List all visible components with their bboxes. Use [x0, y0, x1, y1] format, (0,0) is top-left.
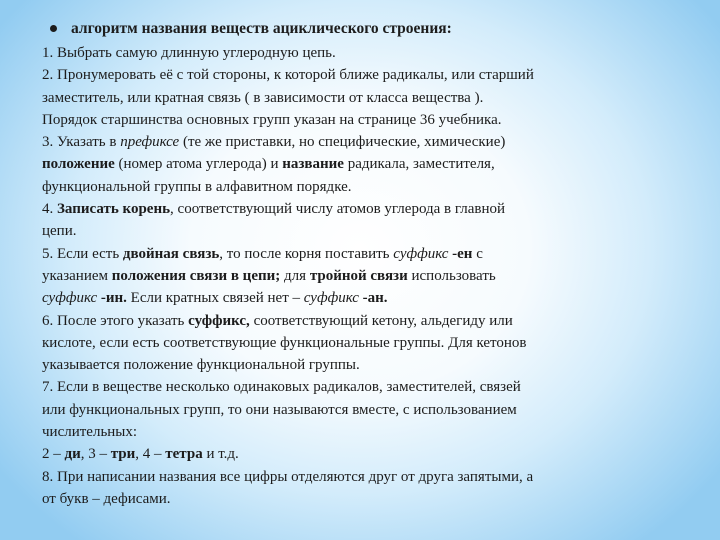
- text-segment: функциональной группы в алфавитном порядке.: [42, 178, 352, 195]
- text-segment: 4.: [42, 201, 57, 218]
- text-segment: 1. Выбрать самую длинную углеродную цепь.: [42, 45, 336, 61]
- bullet-icon: [50, 25, 57, 32]
- text-segment: с: [472, 245, 483, 262]
- text-line: [42, 443, 682, 465]
- text-segment: 6. После этого указать: [42, 312, 189, 329]
- text-segment: (те же приставки, но специфические, химические): [179, 134, 506, 151]
- text-line: [42, 243, 682, 265]
- text-segment: Порядок старшинства основных групп указан на странице 36 учебника.: [42, 111, 502, 128]
- text-segment: три: [110, 446, 136, 463]
- text-line: [42, 42, 682, 64]
- text-segment: для: [280, 267, 310, 284]
- text-segment: положения связи в цепи;: [111, 267, 281, 284]
- text-segment: суффикс: [303, 290, 359, 307]
- text-segment: указанием: [42, 267, 112, 284]
- text-segment: суффикс: [42, 290, 98, 307]
- text-segment: 2 –: [42, 446, 65, 463]
- text-segment: (номер атома углерода) и: [114, 156, 283, 173]
- text-line: [42, 87, 682, 109]
- text-line: [42, 354, 682, 376]
- text-segment: от букв – дефисами.: [42, 490, 171, 507]
- text-segment: Если кратных связей нет –: [126, 290, 304, 307]
- text-segment: использовать: [407, 267, 496, 284]
- text-segment: двойная связь: [122, 245, 220, 262]
- text-segment: числительных:: [42, 424, 138, 441]
- text-segment: тройной связи: [309, 267, 408, 284]
- text-segment: цепи.: [42, 223, 77, 240]
- text-line: [42, 488, 682, 510]
- text-segment: тетра: [165, 446, 203, 463]
- text-segment: указывается положение функциональной группы.: [42, 357, 360, 374]
- text-segment: , 3 –: [80, 446, 111, 463]
- text-line: [42, 466, 682, 488]
- text-line: [42, 176, 682, 198]
- text-segment: -ан.: [362, 290, 388, 307]
- text-segment: или функциональных групп, то они называются вместе, с использованием: [42, 401, 517, 418]
- text-segment: 3. Указать в: [42, 134, 121, 151]
- text-segment: 8. При написании названия все цифры отделяются друг от друга запятыми, а: [42, 468, 534, 485]
- text-segment: -ен: [452, 245, 473, 262]
- text-line: [42, 332, 682, 354]
- text-line: [42, 287, 682, 309]
- text-line: [42, 153, 682, 175]
- text-line: [42, 109, 682, 131]
- text-segment: заместитель, или кратная связь ( в зависимости от класса вещества ).: [42, 89, 484, 106]
- text-line: [42, 198, 682, 220]
- text-segment: суффикс,: [188, 312, 250, 329]
- text-segment: , то после корня поставить: [219, 245, 394, 262]
- algorithm-text: [42, 42, 682, 510]
- text-segment: суффикс: [393, 245, 449, 262]
- text-segment: , соответствующий числу атомов углерода в главной: [170, 201, 506, 218]
- text-segment: 2. Пронумеровать её с той стороны, к которой ближе радикалы, или старший: [42, 67, 534, 84]
- text-line: [42, 376, 682, 398]
- text-segment: соответствующий кетону, альдегиду или: [249, 312, 513, 329]
- heading-text: алгоритм названия веществ ациклического строения:: [71, 20, 452, 37]
- text-segment: , 4 –: [135, 446, 166, 463]
- text-segment: 7. Если в веществе несколько одинаковых радикалов, заместителей, связей: [42, 379, 521, 396]
- text-segment: Записать корень: [57, 201, 171, 218]
- text-line: [42, 64, 682, 86]
- text-line: [42, 399, 682, 421]
- text-segment: и т.д.: [202, 446, 239, 463]
- text-line: [42, 310, 682, 332]
- text-segment: положение: [42, 156, 115, 173]
- text-line: [42, 220, 682, 242]
- text-line: [42, 265, 682, 287]
- text-segment: -ин.: [100, 290, 127, 307]
- text-segment: радикала, заместителя,: [343, 156, 495, 173]
- text-segment: название: [282, 156, 344, 173]
- text-line: [42, 421, 682, 443]
- text-line: [42, 131, 682, 153]
- text-segment: префиксе: [120, 134, 180, 151]
- text-segment: ди: [64, 446, 81, 463]
- slide-heading: [50, 18, 670, 39]
- text-segment: 5. Если есть: [42, 245, 123, 262]
- text-segment: кислоте, если есть соответствующие функциональные группы. Для кетонов: [42, 334, 527, 351]
